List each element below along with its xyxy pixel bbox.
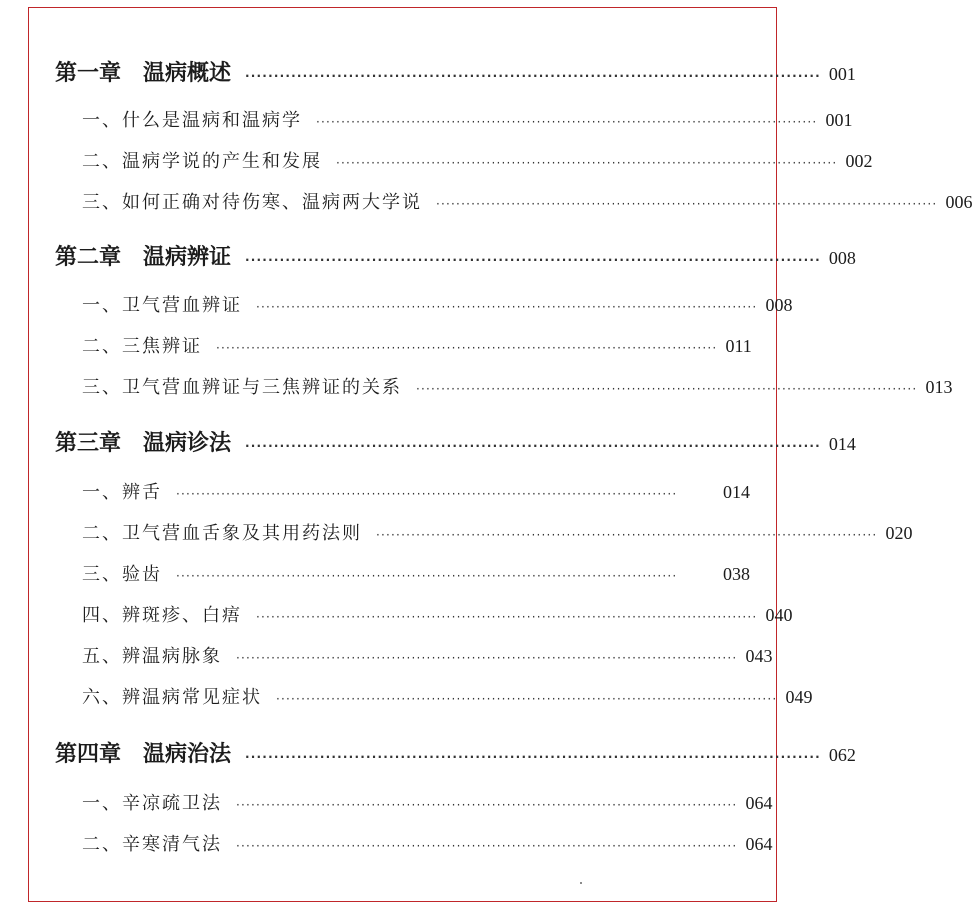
section-title: 二、辛寒清气法 [82, 834, 222, 855]
dot-leader: ···································································································· [436, 197, 938, 211]
page-number: 001 [828, 64, 856, 84]
toc-section[interactable] [82, 188, 972, 214]
section-title: 四、辨斑疹、白痦 [82, 605, 242, 626]
page-number: 040 [765, 605, 793, 625]
page-number: 008 [765, 295, 793, 315]
dot-leader: ···································································································· [236, 798, 738, 812]
toc-chapter-2[interactable] [55, 240, 856, 271]
page-number: 008 [828, 248, 856, 268]
dot-leader: ···································································································· [276, 692, 778, 706]
page-number: 014 [828, 434, 856, 454]
section-title: 三、如何正确对待伤寒、温病两大学说 [82, 192, 422, 213]
chapter-heading [55, 737, 231, 768]
toc-section[interactable] [82, 560, 750, 586]
section-title: 一、卫气营血辨证 [82, 295, 242, 316]
dot-leader: ···································································································· [236, 651, 738, 665]
section-title: 一、什么是温病和温病学 [82, 110, 302, 131]
toc-section[interactable] [82, 601, 793, 627]
page-number: 064 [745, 793, 773, 813]
page-number: 002 [845, 151, 873, 171]
section-title: 二、温病学说的产生和发展 [82, 151, 322, 172]
page-number: 013 [925, 377, 953, 397]
dot-leader: ···································································································· [245, 750, 821, 764]
toc-chapter-4[interactable] [55, 737, 856, 768]
section-title: 一、辨舌 [82, 482, 162, 503]
page-number: 006 [945, 192, 972, 212]
toc-chapter-1[interactable] [55, 56, 856, 87]
dot-leader: ···································································································· [245, 439, 821, 453]
section-title: 五、辨温病脉象 [82, 646, 222, 667]
dot-leader: ···································································································· [176, 487, 678, 501]
page-number: 011 [725, 336, 752, 356]
toc-section[interactable] [82, 106, 853, 132]
dot-leader: ···································································································· [336, 156, 838, 170]
page-number: 043 [745, 646, 773, 666]
section-title: 三、卫气营血辨证与三焦辨证的关系 [82, 377, 402, 398]
print-speck [580, 882, 582, 884]
page-number: 038 [723, 564, 750, 584]
toc-section[interactable] [82, 332, 750, 358]
toc-chapter-3[interactable] [55, 426, 856, 457]
section-title: 二、三焦辨证 [82, 336, 202, 357]
dot-leader: ···································································································· [376, 528, 878, 542]
dot-leader: ···································································································· [256, 300, 758, 314]
toc-section[interactable] [82, 789, 773, 815]
toc-section[interactable] [82, 683, 813, 709]
dot-leader: ···································································································· [256, 610, 758, 624]
chapter-title: 温病概述 [143, 60, 232, 86]
section-title: 二、卫气营血舌象及其用药法则 [82, 523, 362, 544]
section-title: 一、辛凉疏卫法 [82, 793, 222, 814]
dot-leader: ···································································································· [245, 69, 821, 83]
page-number: 064 [745, 834, 773, 854]
dot-leader: ···································································································· [245, 253, 821, 267]
chapter-heading [55, 426, 231, 457]
page-number: 062 [828, 745, 856, 765]
toc-section[interactable] [82, 478, 750, 504]
page-number: 001 [825, 110, 853, 130]
page-number: 014 [723, 482, 750, 502]
page-number: 049 [785, 687, 813, 707]
chapter-title: 温病治法 [143, 741, 232, 767]
toc-section[interactable] [82, 291, 793, 317]
toc-section[interactable] [82, 519, 913, 545]
chapter-heading [55, 56, 231, 87]
chapter-title: 温病辨证 [143, 244, 232, 270]
section-title: 三、验齿 [82, 564, 162, 585]
chapter-number: 第二章 [55, 244, 122, 270]
dot-leader: ···································································································· [236, 839, 738, 853]
chapter-title: 温病诊法 [143, 430, 232, 456]
dot-leader: ···································································································· [216, 341, 718, 355]
chapter-number: 第三章 [55, 430, 122, 456]
chapter-number: 第一章 [55, 60, 122, 86]
dot-leader: ···································································································· [176, 569, 678, 583]
dot-leader: ···································································································· [316, 115, 818, 129]
toc-section[interactable] [82, 373, 953, 399]
chapter-number: 第四章 [55, 741, 122, 767]
toc-section[interactable] [82, 147, 873, 173]
section-title: 六、辨温病常见症状 [82, 687, 262, 708]
toc-section[interactable] [82, 642, 773, 668]
dot-leader: ···································································································· [416, 382, 918, 396]
page-number: 020 [885, 523, 913, 543]
chapter-heading [55, 240, 231, 271]
toc-section[interactable] [82, 830, 773, 856]
